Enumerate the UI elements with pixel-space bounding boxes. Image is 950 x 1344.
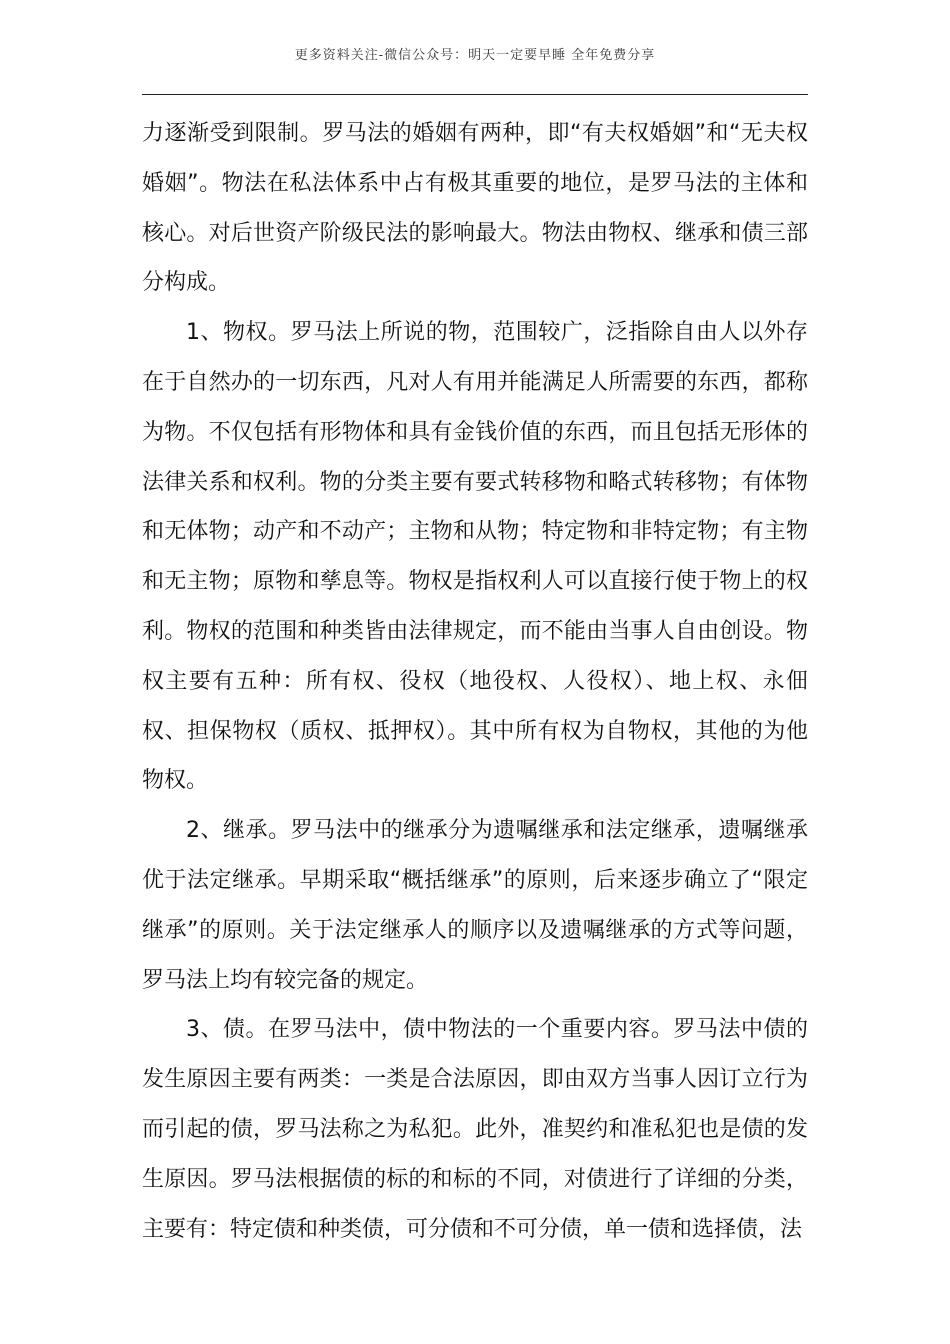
document-body: [142, 109, 808, 1254]
paragraph-continuation: 力逐渐受到限制。罗马法的婚姻有两种，即“有夫权婚姻”和“无夫权婚姻”。物法在私法体系中占有极其重要的地位，是罗马法的主体和核心。对后世资产阶级民法的影响最大。物法由物权、继承和债三部分构成。: [142, 121, 808, 296]
paragraph-obligations: 3、债。在罗马法中，债中物法的一个重要内容。罗马法中债的发生原因主要有两类：一类是合法原因，即由双方当事人因订立行为而引起的债，罗马法称之为私犯。此外，准契约和准私犯也是债的发生原因。罗马法根据债的标的和标的不同，对债进行了详细的分类，主要有：特定债和种类债，可分债和不可分债，单一债和选择债，法: [142, 1017, 808, 1242]
header-divider: [142, 94, 808, 95]
paragraph-inheritance: 2、继承。罗马法中的继承分为遗嘱继承和法定继承，遗嘱继承优于法定继承。早期采取“概括继承”的原则，后来逐步确立了“限定继承”的原则。关于法定继承人的顺序以及遗嘱继承的方式等问题，罗马法上均有较完备的规定。: [142, 818, 808, 993]
paragraph-real-rights: 1、物权。罗马法上所说的物，范围较广，泛指除自由人以外存在于自然办的一切东西，凡对人有用并能满足人所需要的东西，都称为物。不仅包括有形物体和具有金钱价值的东西，而且包括无形体的法律关系和权利。物的分类主要有要式转移物和略式转移物；有体物和无体物；动产和不动产；主物和从物；特定物和非特定物；有主物和无主物；原物和孳息等。物权是指权利人可以直接行使于物上的权利。物权的范围和种类皆由法律规定，而不能由当事人自由创设。物权主要有五种：所有权、役权（地役权、人役权）、地上权、永佃权、担保物权（质权、抵押权）。其中所有权为自物权，其他的为他物权。: [142, 320, 808, 794]
page-header: 更多资料关注-微信公众号：明天一定要早睡 全年免费分享: [294, 48, 656, 63]
